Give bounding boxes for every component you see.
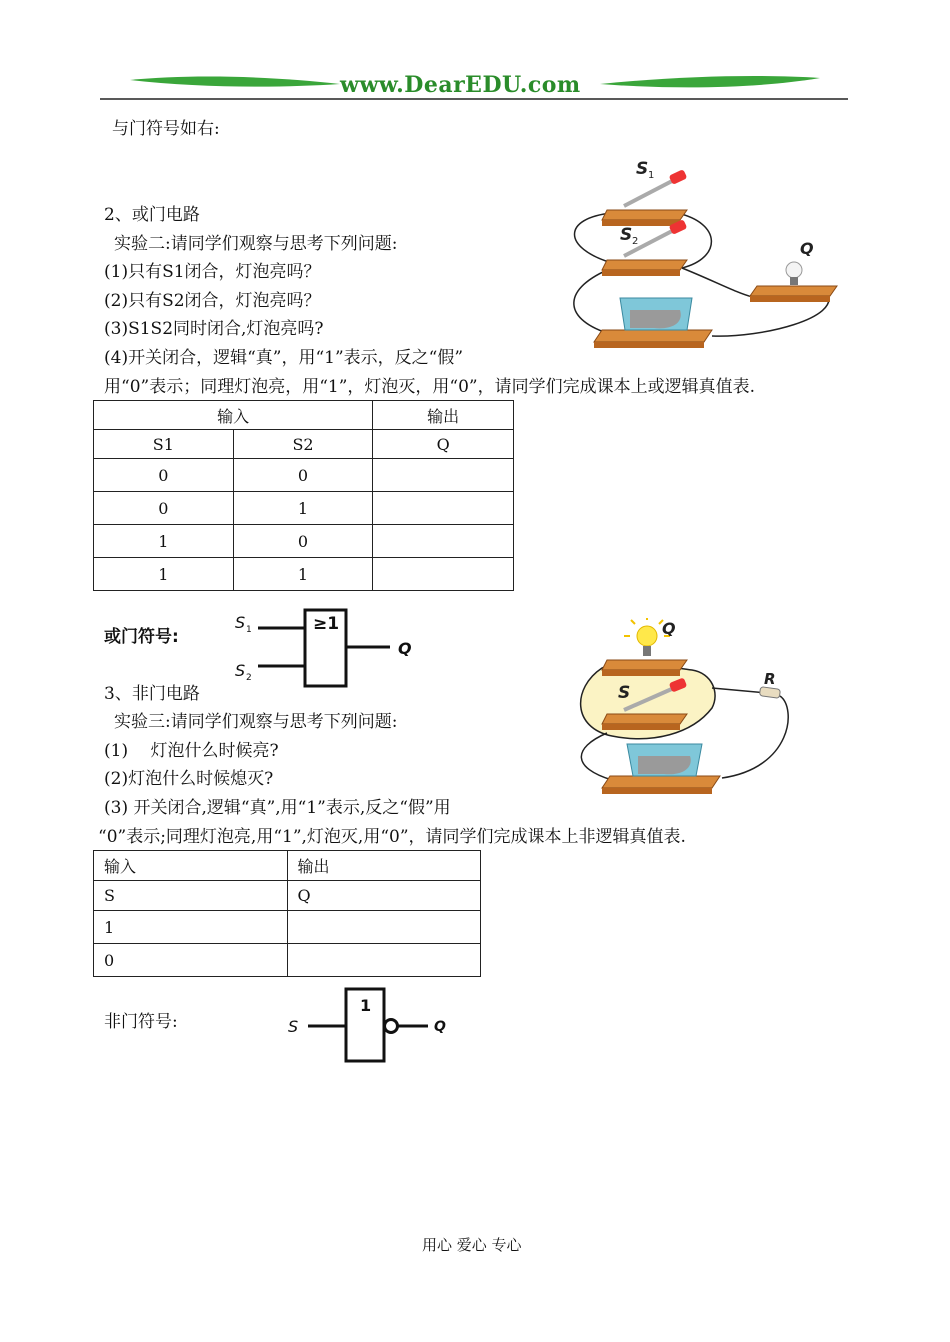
table-subheader-row <box>94 881 481 911</box>
svg-text:1: 1 <box>648 170 655 181</box>
header-banner <box>100 70 850 102</box>
table-cell: 0 <box>94 944 288 977</box>
or-truth-table <box>93 400 514 591</box>
or-table-input-header: 输入 <box>94 401 373 430</box>
table-row <box>94 944 481 977</box>
or-question-1: (1)只有S1闭合，灯泡亮吗？ <box>104 262 321 282</box>
or-experiment-line: 实验二:请同学们观察与思考下列问题: <box>114 234 398 254</box>
and-symbol-line: 与门符号如右: <box>112 119 220 139</box>
not-figure-resistor-label: R <box>764 670 776 688</box>
or-table-q-header: Q <box>373 430 514 459</box>
or-circuit-figure <box>562 158 847 356</box>
not-question-2: (2)灯泡什么时候熄灭? <box>104 769 274 789</box>
site-logo-text: www.DearEDU.com <box>340 72 581 98</box>
not-table-input-header: 输入 <box>94 851 288 881</box>
not-section-title: 3、非门电路 <box>104 684 200 704</box>
table-cell-answer[interactable] <box>287 944 481 977</box>
or-table-s1-header: S1 <box>94 430 234 459</box>
table-cell: 0 <box>94 459 234 492</box>
or-symbol-label: 或门符号: <box>104 627 179 647</box>
table-header-row <box>94 401 514 430</box>
not-symbol-label: 非门符号: <box>104 1012 178 1032</box>
not-circuit-figure <box>572 618 802 800</box>
or-question-3: (3)S1S2同时闭合,灯泡亮吗? <box>104 319 324 339</box>
table-cell-answer[interactable] <box>373 525 514 558</box>
table-header-row <box>94 851 481 881</box>
not-figure-lamp-label: Q <box>662 619 676 638</box>
or-section-title: 2、或门电路 <box>104 205 200 225</box>
not-gate-function: 1 <box>360 996 372 1015</box>
table-cell: 0 <box>233 525 373 558</box>
not-table-output-header: 输出 <box>287 851 481 881</box>
svg-text:2: 2 <box>246 673 252 683</box>
not-gate-input-label: S <box>288 1017 299 1036</box>
table-cell: 1 <box>233 492 373 525</box>
or-gate-output-label: Q <box>398 639 412 658</box>
svg-text:1: 1 <box>246 625 252 635</box>
table-cell: 1 <box>233 558 373 591</box>
not-question-3: (3) 开关闭合,逻辑“真”,用“1”表示,反之“假”用 <box>104 798 451 818</box>
not-experiment-line: 实验三:请同学们观察与思考下列问题: <box>114 712 398 732</box>
or-question-4-continued: 用“0”表示；同理灯泡亮，用“1”，灯泡灭，用“0”，请同学们完成课本上或逻辑真值表. <box>104 377 755 397</box>
not-gate-symbol <box>282 985 462 1067</box>
table-row <box>94 459 514 492</box>
table-row <box>94 525 514 558</box>
or-table-output-header: 输出 <box>373 401 514 430</box>
not-table-q-header: Q <box>287 881 481 911</box>
table-cell-answer[interactable] <box>373 459 514 492</box>
table-cell: 1 <box>94 911 288 944</box>
table-cell: 1 <box>94 525 234 558</box>
or-table-s2-header: S2 <box>233 430 373 459</box>
table-cell: 0 <box>94 492 234 525</box>
table-row <box>94 558 514 591</box>
or-question-4: (4)开关闭合，逻辑“真”，用“1”表示，反之“假” <box>104 348 464 368</box>
not-question-3-continued: “0”表示;同理灯泡亮,用“1”,灯泡灭,用“0”，请同学们完成课本上非逻辑真值表. <box>98 827 686 847</box>
or-gate-input1-label: S <box>235 613 246 632</box>
svg-text:2: 2 <box>632 236 639 247</box>
or-gate-symbol <box>230 604 420 694</box>
table-row <box>94 492 514 525</box>
table-subheader-row <box>94 430 514 459</box>
not-figure-switch-label: S <box>618 683 631 703</box>
table-cell-answer[interactable] <box>287 911 481 944</box>
not-gate-output-label: Q <box>434 1019 446 1035</box>
or-gate-function: ≥1 <box>313 614 340 634</box>
table-row <box>94 911 481 944</box>
not-question-1: (1) 灯泡什么时候亮? <box>104 741 279 761</box>
table-cell: 0 <box>233 459 373 492</box>
or-figure-s2-label: S <box>620 225 633 245</box>
footer-text: 用心 爱心 专心 <box>422 1236 522 1254</box>
or-question-2: (2)只有S2闭合，灯泡亮吗？ <box>104 291 321 311</box>
table-cell-answer[interactable] <box>373 492 514 525</box>
not-truth-table <box>93 850 481 977</box>
table-cell: 1 <box>94 558 234 591</box>
table-cell-answer[interactable] <box>373 558 514 591</box>
or-figure-s1-label: S <box>636 159 649 179</box>
not-table-s-header: S <box>94 881 288 911</box>
or-gate-input2-label: S <box>235 661 246 680</box>
or-figure-lamp-label: Q <box>800 239 814 258</box>
